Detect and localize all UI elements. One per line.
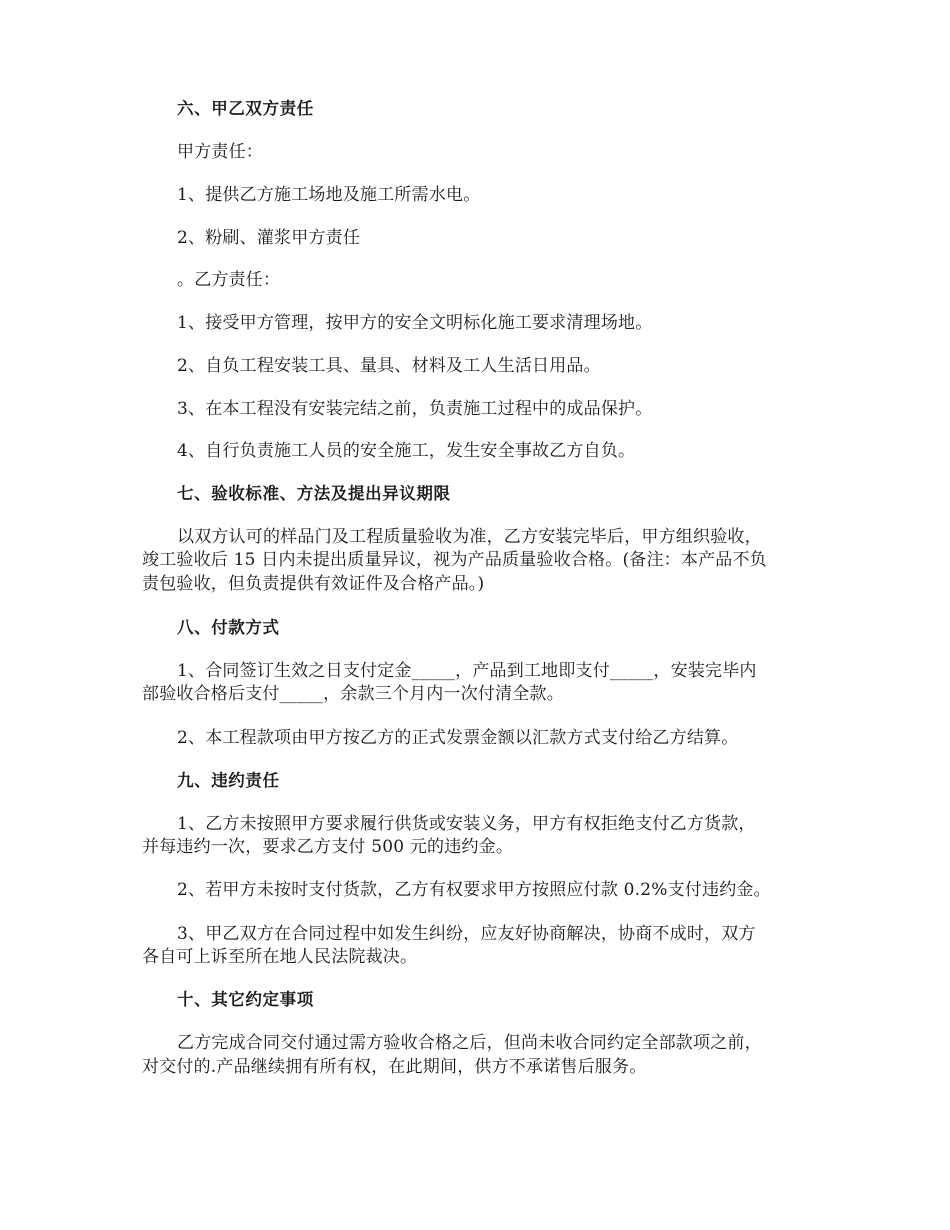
other-terms-paragraph-line: 乙方完成合同交付通过需方验收合格之后，但尚未收合同约定全部款项之前， [177,1033,762,1053]
party-b-item: 2、自负工程安装工具、量具、材料及工人生活日用品。 [177,356,601,376]
breach-item: 2、若甲方未按时支付货款，乙方有权要求甲方按照应付款 0.2%支付违约金。 [177,880,771,900]
section-heading-acceptance: 七、验收标准、方法及提出异议期限 [177,484,451,503]
party-b-item: 4、自行负责施工人员的安全施工，发生安全事故乙方自负。 [177,441,636,461]
section-heading-responsibilities: 六、甲乙双方责任 [177,99,314,118]
payment-item-line: 1、合同签订生效之日支付定金_____，产品到工地即支付_____，安装完毕内 [177,661,757,681]
breach-item-line: 并每违约一次，要求乙方支付 500 元的违约金。 [142,837,514,857]
acceptance-paragraph-line: 责包验收，但负责提供有效证件及合格产品。) [142,574,485,594]
party-a-label: 甲方责任： [177,142,263,162]
acceptance-paragraph-line: 以双方认可的样品门及工程质量验收为准，乙方安装完毕后，甲方组织验收， [177,527,762,547]
party-b-item: 1、接受甲方管理，按甲方的安全文明标化施工要求清理场地。 [177,313,653,333]
section-heading-payment: 八、付款方式 [177,618,280,637]
party-b-item: 3、在本工程没有安装完结之前，负责施工过程中的成品保护。 [177,399,653,419]
payment-item: 2、本工程款项由甲方按乙方的正式发票金额以汇款方式支付给乙方结算。 [177,728,739,748]
section-heading-other-terms: 十、其它约定事项 [177,990,314,1009]
breach-item-line: 3、甲乙双方在合同过程中如发生纠纷，应友好协商解决，协商不成时，双方 [177,924,756,944]
other-terms-paragraph-line: 对交付的.产品继续拥有所有权，在此期间，供方不承诺售后服务。 [142,1057,647,1077]
payment-item-line: 部验收合格后支付_____，余款三个月内一次付清全款。 [142,684,564,704]
acceptance-paragraph-line: 竣工验收后 15 日内未提出质量异议，视为产品质量验收合格。(备注：本产品不负 [142,550,767,570]
section-heading-breach: 九、违约责任 [177,771,280,790]
party-b-label: 。乙方责任： [177,270,281,290]
party-a-item: 1、提供乙方施工场地及施工所需水电。 [177,185,481,205]
breach-item-line: 1、乙方未按照甲方要求履行供货或安装义务，甲方有权拒绝支付乙方货款， [177,814,756,834]
party-a-item: 2、粉刷、灌浆甲方责任 [177,228,361,248]
breach-item-line: 各自可上诉至所在地人民法院裁决。 [142,947,418,967]
